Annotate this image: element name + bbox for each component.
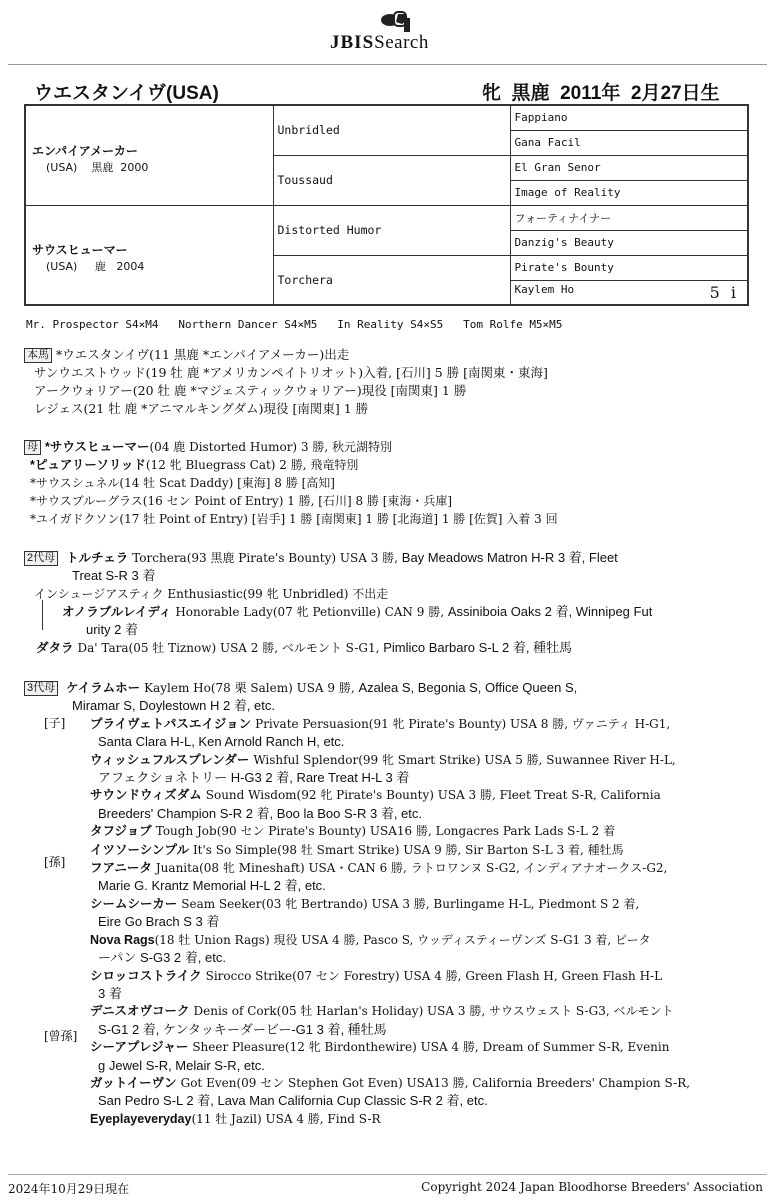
second-dam-section — [24, 549, 744, 657]
offspring-detail: Sheer Pleasure(12 牝 Birdonthewire) USA 4 勝, Dream of Summer S-R, Evenin — [192, 1040, 670, 1055]
offspring-detail: Wishful Splendor(99 牝 Smart Strike) USA 5 勝, Suwannee River H-L, — [253, 752, 676, 767]
offspring-name: Eyeplayeveryday — [90, 1111, 192, 1126]
offspring-name: ガットイーヴン — [90, 1075, 177, 1090]
offspring-races-cont: アフェクショネトリー H-G3 2 着, Rare Treat H-L 3 着 — [98, 770, 410, 786]
generation-label: [孫] — [44, 854, 66, 869]
offspring-detail: Denis of Cork(05 牡 Harlan's Holiday) USA 3 勝, サウスウェスト S-G3, ベルモント — [193, 1004, 674, 1019]
offspring-races: Assiniboia Oaks 2 着, Winnipeg Fut — [447, 604, 653, 619]
logo-text: JBISSearch — [330, 32, 429, 53]
generation-label: [曾孫] — [44, 1028, 78, 1043]
offspring-races-cont: San Pedro S-L 2 着, Lava Man California Cup Classic S-R 2 着, etc. — [98, 1093, 488, 1109]
pedigree-g3[interactable]: Fappiano — [514, 111, 568, 125]
tree-connector — [42, 600, 43, 630]
honba-tag: 本馬 — [24, 348, 52, 363]
pedigree-g3[interactable]: フォーティナイナー — [514, 211, 612, 225]
offspring-detail: *サウスブルーグラス(16 セン Point of Entry) 1 勝, [石川] 8 勝 [東海・兵庫] — [30, 494, 453, 508]
offspring-detail: Da' Tara(05 牡 Tiznow) USA 2 勝, ベルモント S-G1, — [77, 641, 384, 655]
jbis-logo[interactable] — [330, 10, 460, 52]
offspring-name: プライヴェトパスエイジョン — [90, 716, 252, 731]
offspring-detail: Got Even(09 セン Stephen Got Even) USA13 勝, California Breeders' Champion S-R, — [180, 1075, 691, 1090]
offspring-detail: Juanita(08 牝 Mineshaft) USA・CAN 6 勝, ラトロワンヌ S-G2, インディアナオークス-G2, — [155, 861, 668, 876]
offspring-name: シロッコストライク — [90, 968, 202, 983]
pedigree-g3[interactable]: Image of Reality — [514, 186, 621, 199]
offspring-detail: (18 牡 Union Rags) 現役 USA 4 勝, Pasco S, ウッディスティーヴンズ S-G1 3 着, ピータ — [154, 932, 651, 947]
offspring-races-cont: g Jewel S-R, Melair S-R, etc. — [98, 1057, 265, 1073]
third-dam-detail: Kaylem Ho(78 栗 Salem) USA 9 勝, — [144, 681, 359, 695]
pedigree-g2[interactable]: Distorted Humor — [277, 223, 382, 237]
offspring-races-cont: Breeders' Champion S-R 2 着, Boo la Boo S-R 3 着, etc. — [98, 805, 423, 821]
sire-info: (USA) 黒鹿 2000 — [46, 160, 149, 174]
honba-line: サンウエストウッド(19 牡 鹿 *アメリカンペイトリオット)入着, [石川] 5 勝 [南関東・東海] — [34, 365, 548, 380]
sire-cell[interactable] — [25, 105, 273, 205]
offspring-name: オノラブルレイディ — [62, 605, 172, 619]
second-dam-races: Bay Meadows Matron H-R 3 着, Fleet — [401, 550, 618, 565]
horse-name: ウエスタンイヴ(USA) — [34, 83, 219, 104]
offspring-detail: Tough Job(90 セン Pirate's Bounty) USA16 勝, Longacres Park Lads S-L 2 着 — [155, 824, 616, 839]
pedigree-table — [24, 104, 749, 306]
offspring-races: Pimlico Barbaro S-L 2 着, 種牡馬 — [383, 640, 573, 655]
third-dam-tag: 3代母 — [24, 681, 58, 696]
offspring-races-cont: urity 2 着 — [86, 622, 139, 637]
header-divider — [8, 64, 767, 65]
third-dam-races: Azalea S, Begonia S, Office Queen S, — [358, 680, 578, 695]
inbreeding-line: Mr. Prospector S4×M4 Northern Dancer S4×M5 In Reality S4×S5 Tom Rolfe M5×M5 — [26, 318, 563, 331]
offspring-detail: Sirocco Strike(07 セン Forestry) USA 4 勝, Green Flash H, Green Flash H-L — [205, 968, 663, 983]
horse-info: 牝 黒鹿 2011年 2月27日生 — [482, 83, 720, 104]
offspring-detail: *サウスシュネル(14 牡 Scat Daddy) [東海] 8 勝 [高知] — [30, 476, 335, 490]
offspring-detail: (11 牡 Jazil) USA 4 勝, Find S-R — [191, 1111, 381, 1126]
footer-divider — [8, 1174, 767, 1175]
pedigree-g3[interactable]: Kaylem Ho — [514, 282, 575, 296]
offspring-name: ダタラ — [36, 641, 74, 655]
offspring-name: シームシーカー — [90, 896, 178, 911]
offspring-races-cont: Eire Go Brach S 3 着 — [98, 914, 220, 930]
inbreed-mark: 5 i — [709, 282, 739, 302]
offspring-races-cont: Marie G. Krantz Memorial H-L 2 着, etc. — [98, 878, 326, 894]
pedigree-g2[interactable]: Toussaud — [277, 173, 333, 187]
dam-cell[interactable] — [25, 205, 273, 305]
offspring-detail: インシュージアスティク Enthusiastic(99 牝 Unbridled) 不出走 — [34, 587, 389, 601]
offspring-detail: Sound Wisdom(92 牝 Pirate's Bounty) USA 3 勝, Fleet Treat S-R, California — [205, 788, 661, 803]
offspring-name: *サウスヒューマー — [45, 440, 150, 454]
offspring-detail: (12 牝 Bluegrass Cat) 2 勝, 飛竜特別 — [145, 458, 359, 472]
copyright: Copyright 2024 Japan Bloodhorse Breeders' Association — [421, 1180, 763, 1194]
third-dam-races-cont: Miramar S, Doylestown H 2 着, etc. — [72, 698, 275, 714]
offspring-name: Nova Rags — [90, 932, 155, 947]
third-dam-section — [24, 679, 744, 1128]
second-dam-races-cont: Treat S-R 3 着 — [72, 568, 156, 583]
offspring-detail: *ユイガドクソン(17 牡 Point of Entry) [岩手] 1 勝 [南関東] 1 勝 [北海道] 1 勝 [佐賀] 入着 3 回 — [30, 512, 558, 526]
pedigree-g3[interactable]: Danzig's Beauty — [514, 236, 614, 249]
dam-name[interactable]: サウスヒューマー — [32, 243, 128, 258]
offspring-detail: (04 鹿 Distorted Humor) 3 勝, 秋元湖特別 — [149, 440, 393, 454]
honba-line: *ウエスタンイヴ(11 黒鹿 *エンパイアメーカー)出走 — [56, 347, 350, 362]
offspring-detail: Honorable Lady(07 牝 Petionville) CAN 9 勝, — [175, 605, 448, 619]
offspring-name: タフジョブ — [90, 824, 152, 839]
pedigree-g3[interactable]: Gana Facil — [514, 136, 581, 149]
pedigree-g2[interactable]: Torchera — [277, 272, 333, 287]
offspring-detail: Seam Seeker(03 牝 Bertrando) USA 3 勝, Burlingame H-L, Piedmont S 2 着, — [181, 896, 640, 911]
second-dam-name: トルチェラ — [66, 551, 129, 565]
offspring-races-cont: 3 着 — [98, 985, 122, 1001]
honba-section — [24, 346, 744, 418]
second-dam-tag: 2代母 — [24, 551, 58, 566]
offspring-detail: Private Persuasion(91 牝 Pirate's Bounty) USA 8 勝, ヴァニティ H-G1, — [255, 716, 671, 731]
offspring-detail: It's So Simple(98 牡 Smart Strike) USA 9 勝, Sir Barton S-L 3 着, 種牡馬 — [192, 842, 624, 857]
offspring-name: シーアプレジャー — [90, 1040, 189, 1055]
as-of-date: 2024年10月29日現在 — [8, 1182, 130, 1196]
sire-name[interactable]: エンパイアメーカー — [32, 143, 138, 158]
offspring-name: ウィッシュフルスプレンダー — [90, 752, 250, 767]
offspring-races-cont: S-G1 2 着, ケンタッキーダービー-G1 3 着, 種牡馬 — [98, 1021, 387, 1037]
second-dam-detail: Torchera(93 黒鹿 Pirate's Bounty) USA 3 勝, — [132, 551, 402, 565]
dam-section — [24, 438, 744, 528]
offspring-name: *ピュアリーソリッド — [30, 458, 146, 472]
honba-line: アークウォリアー(20 牡 鹿 *マジェスティックウォリアー)現役 [南関東] 1 勝 — [34, 383, 467, 398]
offspring-name: フアニータ — [90, 861, 152, 876]
generation-label: [子] — [44, 715, 66, 730]
honba-line: レジェス(21 牡 鹿 *アニマルキングダム)現役 [南関東] 1 勝 — [34, 401, 369, 416]
offspring-races-cont: Santa Clara H-L, Ken Arnold Ranch H, etc. — [98, 734, 345, 750]
dam-info: (USA) 鹿 2004 — [46, 260, 145, 274]
dam-tag: 母 — [24, 440, 41, 455]
offspring-races-cont: ーパン S-G3 2 着, etc. — [98, 950, 226, 966]
pedigree-g3[interactable]: Pirate's Bounty — [514, 261, 614, 274]
pedigree-g2[interactable]: Unbridled — [277, 123, 340, 138]
offspring-name: イツソーシンプル — [90, 842, 189, 857]
pedigree-g3[interactable]: El Gran Senor — [514, 161, 601, 174]
offspring-name: サウンドウィズダム — [90, 788, 202, 803]
offspring-name: デニスオヴコーク — [90, 1004, 190, 1019]
third-dam-name: ケイラムホー — [66, 681, 141, 695]
